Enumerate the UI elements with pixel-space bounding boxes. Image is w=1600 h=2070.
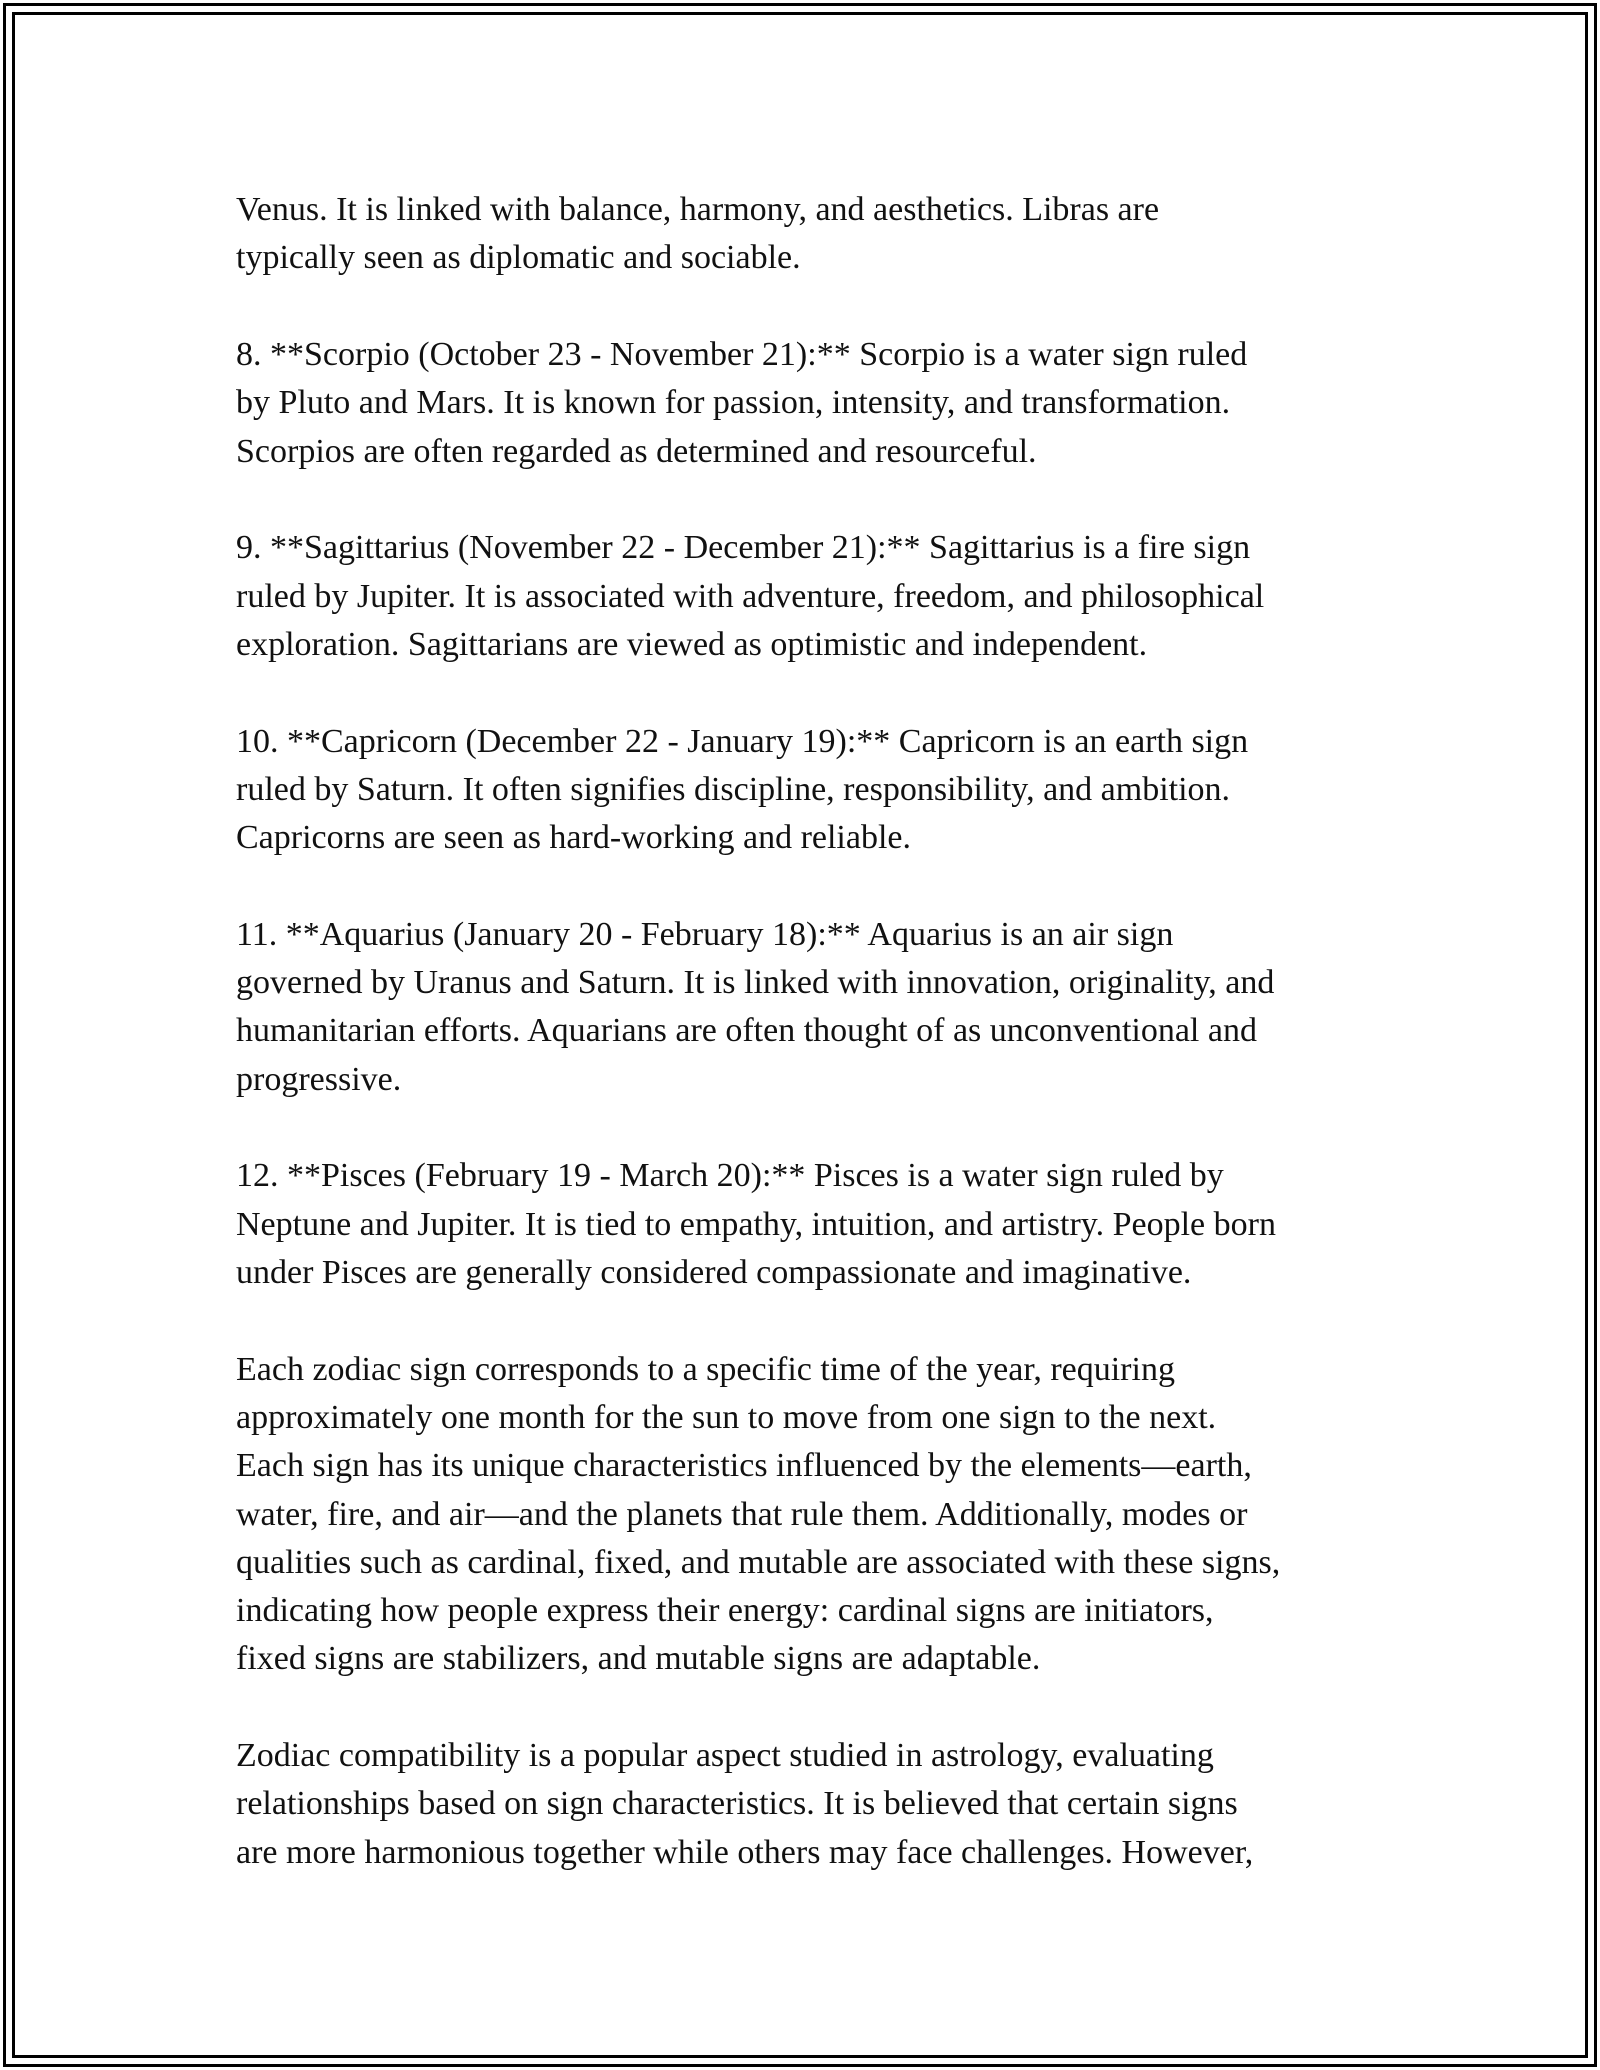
text-line: Capricorns are seen as hard-working and reliable. [236,819,912,857]
paragraph-capricorn [236,718,1406,863]
text-line: by Pluto and Mars. It is known for passion, intensity, and transformation. [236,384,1231,422]
text-line: Scorpios are often regarded as determined and resourceful. [236,432,1037,470]
text-line: governed by Uranus and Saturn. It is linked with innovation, originality, and [236,964,1275,1002]
text-line: Each sign has its unique characteristics influenced by the elements—earth, [236,1447,1252,1485]
text-line: indicating how people express their energy: cardinal signs are initiators, [236,1592,1214,1630]
text-line: typically seen as diplomatic and sociable. [236,239,801,277]
text-line: humanitarian efforts. Aquarians are often thought of as unconventional and [236,1012,1257,1050]
text-line: fixed signs are stabilizers, and mutable signs are adaptable. [236,1640,1041,1678]
text-line: 10. **Capricorn (December 22 - January 19):** Capricorn is an earth sign [236,722,1249,760]
text-line: Venus. It is linked with balance, harmony, and aesthetics. Libras are [236,191,1160,228]
text-line: 12. **Pisces (February 19 - March 20):** Pisces is a water sign ruled by [236,1157,1224,1195]
text-line: under Pisces are generally considered compassionate and imaginative. [236,1254,1192,1291]
paragraph-zodiac-overview [236,1346,1406,1684]
text-line: Each zodiac sign corresponds to a specific time of the year, requiring [236,1350,1175,1388]
document-body [236,186,1406,1925]
paragraph-pisces [236,1152,1406,1297]
text-line: 8. **Scorpio (October 23 - November 21):** Scorpio is a water sign ruled [236,335,1248,373]
text-line: Zodiac compatibility is a popular aspect studied in astrology, evaluating [236,1737,1214,1775]
text-line: qualities such as cardinal, fixed, and mutable are associated with these signs, [236,1543,1281,1581]
text-line: 11. **Aquarius (January 20 - February 18):** Aquarius is an air sign [236,915,1174,953]
paragraph-sagittarius [236,524,1406,669]
text-line: exploration. Sagittarians are viewed as optimistic and independent. [236,625,1148,663]
text-line: relationships based on sign characteristics. It is believed that certain signs [236,1785,1238,1823]
text-line: approximately one month for the sun to move from one sign to the next. [236,1398,1217,1436]
text-line: 9. **Sagittarius (November 22 - December 21):** Sagittarius is a fire sign [236,529,1251,567]
text-line: ruled by Jupiter. It is associated with adventure, freedom, and philosophical [236,577,1265,615]
text-line: water, fire, and air—and the planets that rule them. Additionally, modes or [236,1495,1248,1533]
paragraph-libra-continuation [236,186,1406,283]
text-line: are more harmonious together while others may face challenges. However, [236,1833,1254,1871]
text-line: progressive. [236,1060,402,1098]
text-line: Neptune and Jupiter. It is tied to empathy, intuition, and artistry. People born [236,1205,1276,1243]
paragraph-zodiac-compatibility [236,1732,1406,1877]
paragraph-scorpio [236,331,1406,476]
text-line: ruled by Saturn. It often signifies discipline, responsibility, and ambition. [236,770,1231,808]
paragraph-aquarius [236,911,1406,1104]
